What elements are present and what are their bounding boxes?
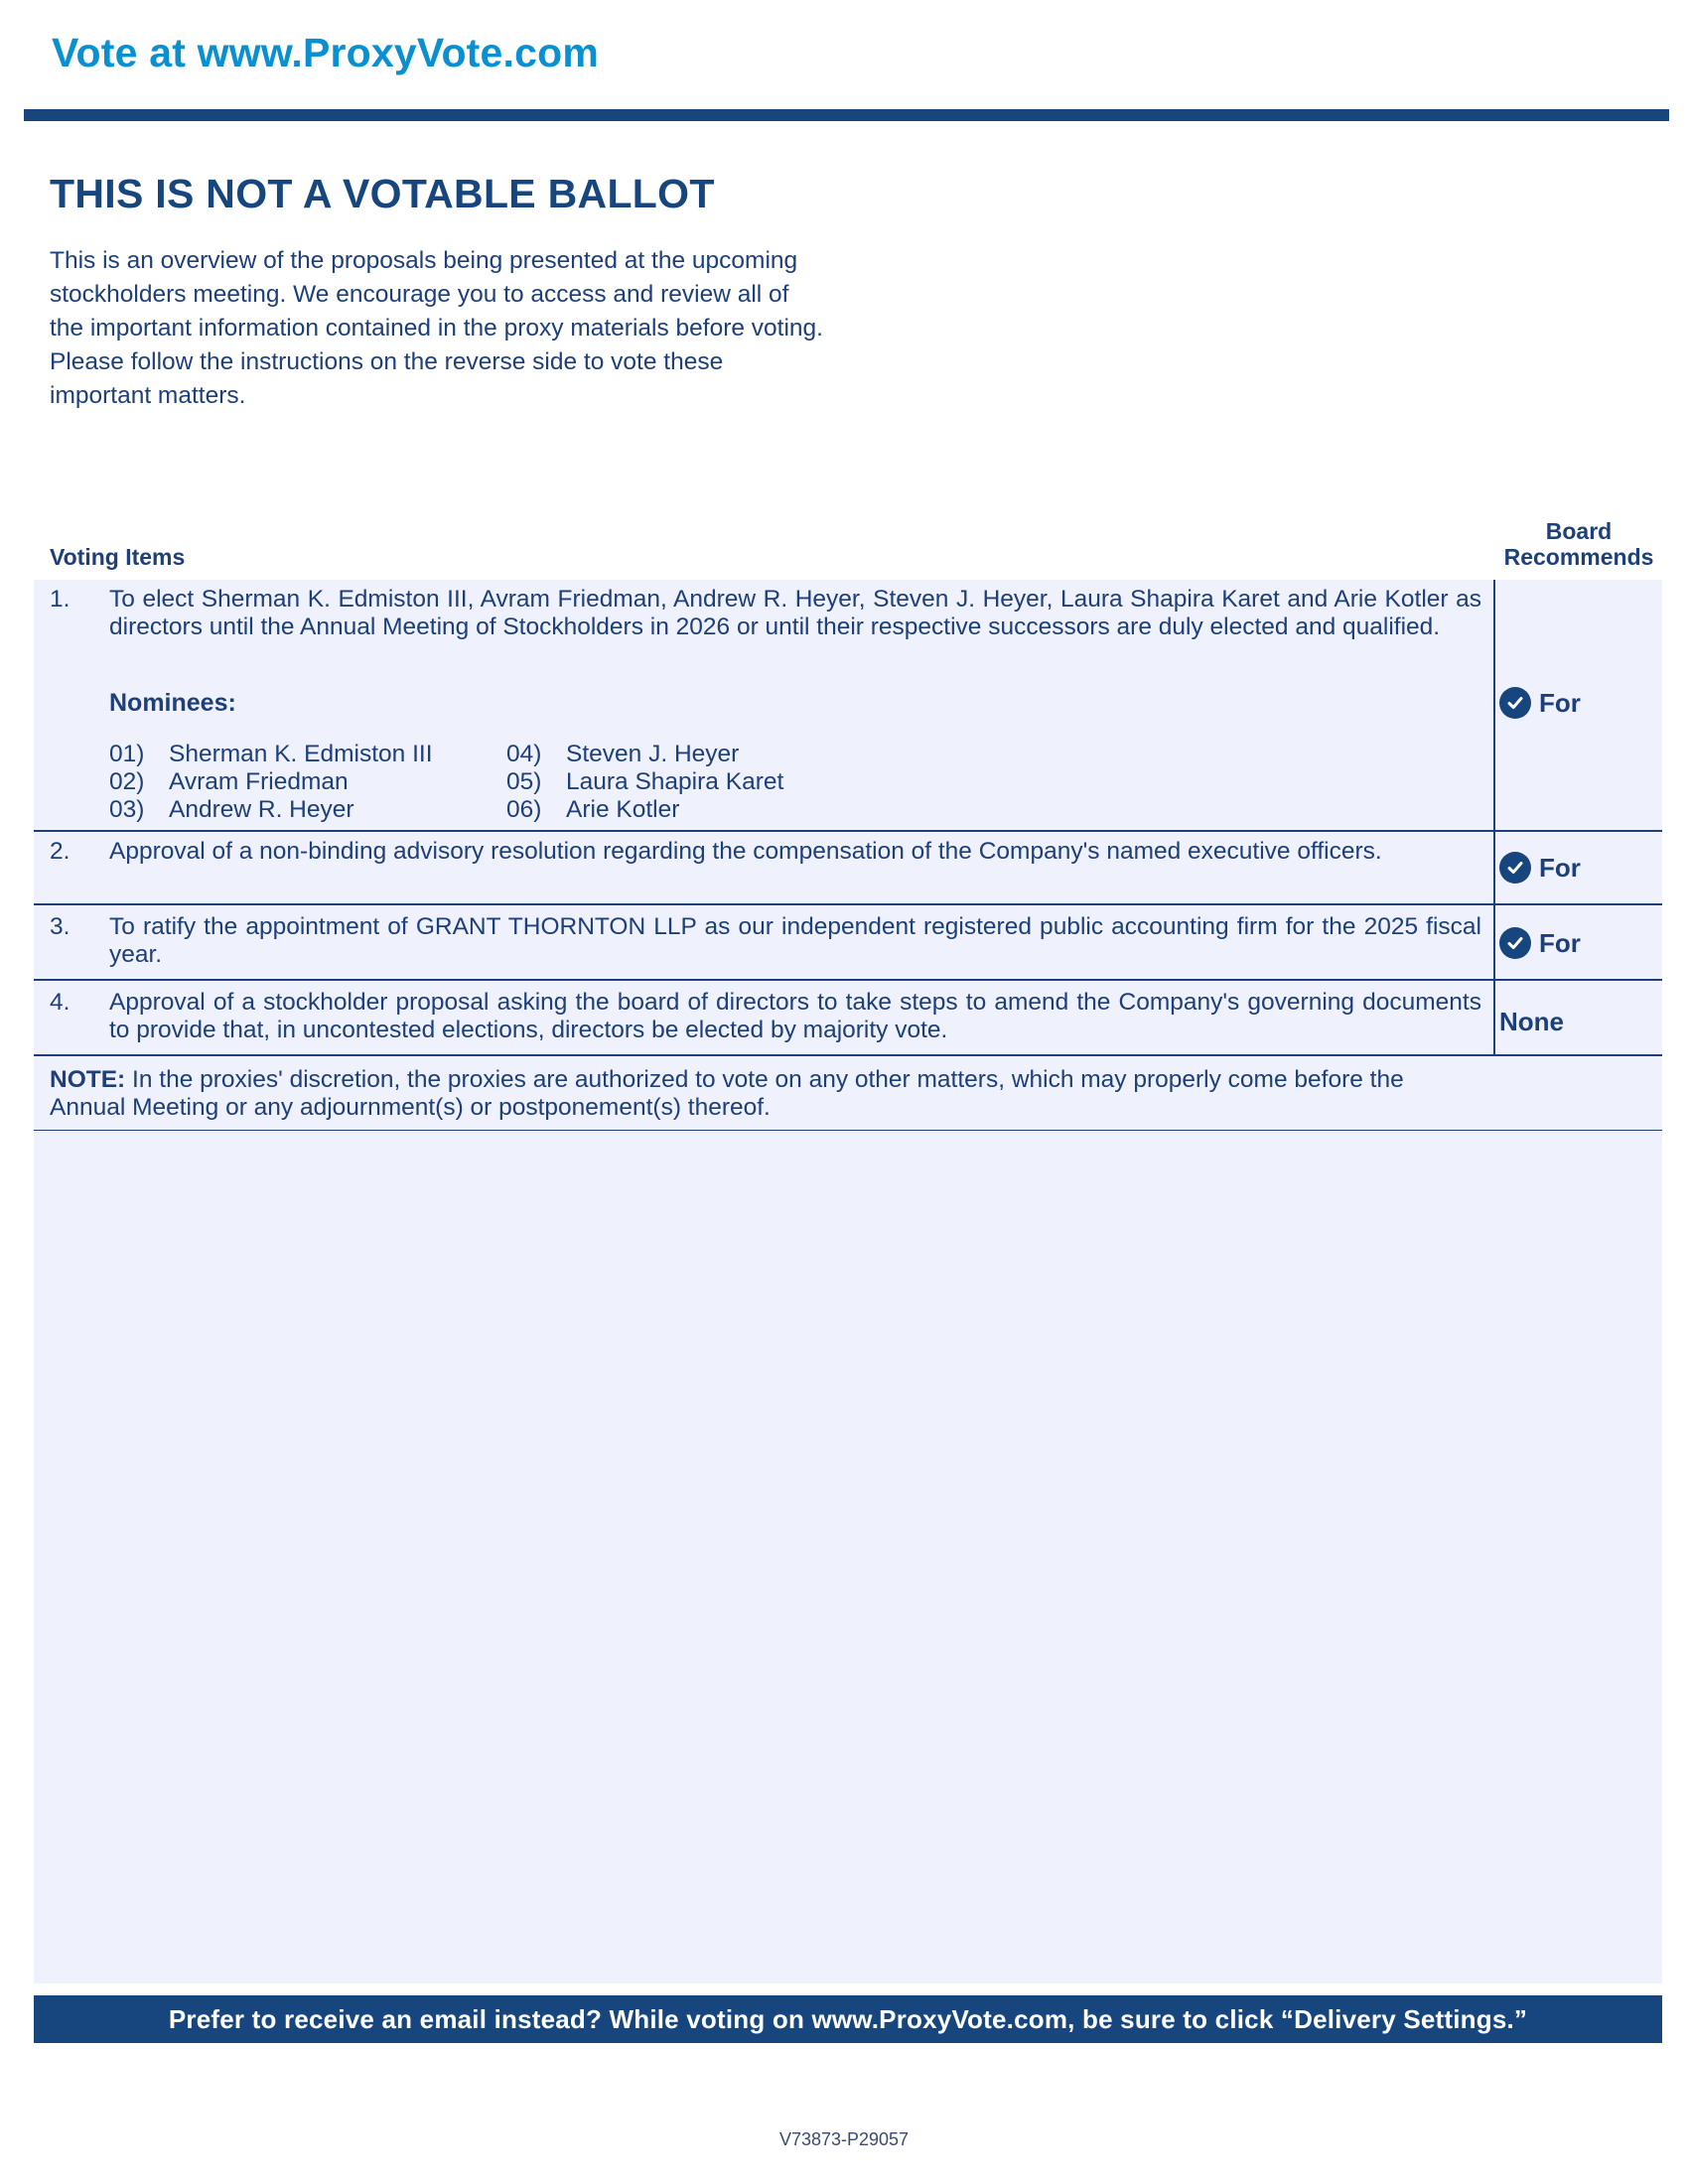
nominee-item: [109, 796, 354, 824]
item-number: 1.: [50, 586, 70, 613]
recommendation-item-2: [1499, 852, 1581, 884]
nominee-name: Arie Kotler: [566, 796, 680, 823]
checkmark-icon: [1499, 927, 1531, 959]
column-header-board-recommends: Board Recommends: [1503, 518, 1654, 570]
header-divider: [24, 109, 1669, 121]
checkmark-icon: [1499, 687, 1531, 719]
note-divider: [34, 1130, 1662, 1131]
email-delivery-banner: Prefer to receive an email instead? While voting on www.ProxyVote.com, be sure to click “Delivery Settings.”: [34, 1995, 1662, 2043]
nominee-item: [506, 796, 679, 824]
recommendation-item-1: [1499, 687, 1581, 719]
nominee-item: [109, 768, 349, 796]
nominee-name: Avram Friedman: [169, 768, 349, 795]
row-divider: [34, 903, 1662, 905]
item-text: To ratify the appointment of GRANT THORNTON LLP as our independent registered public accounting firm for the 2025 fiscal year.: [109, 913, 1481, 968]
recommendation-label: For: [1539, 852, 1581, 883]
nominee-item: [109, 741, 433, 768]
page-title: THIS IS NOT A VOTABLE BALLOT: [50, 171, 715, 216]
nominees-heading: Nominees:: [109, 689, 236, 717]
note-paragraph: [50, 1066, 1481, 1122]
nominee-code: 05): [506, 768, 542, 795]
item-number: 3.: [50, 913, 70, 940]
recommendation-column-divider: [1493, 580, 1495, 1056]
column-header-voting-items: Voting Items: [50, 544, 186, 570]
row-divider: [34, 979, 1662, 981]
item-text: To elect Sherman K. Edmiston III, Avram Friedman, Andrew R. Heyer, Steven J. Heyer, Laura Shapira Karet and Arie Kotler as directors until the Annual Meeting of Stockholders in 2026 or until their respective successors are duly elected and qualified.: [109, 586, 1481, 640]
nominee-code: 04): [506, 741, 542, 767]
note-label: NOTE:: [50, 1066, 126, 1093]
note-text: In the proxies' discretion, the proxies are authorized to vote on any other matters, which may properly come before the Annual Meeting or any adjournment(s) or postponement(s) thereof.: [50, 1066, 1404, 1121]
item-text: Approval of a non-binding advisory resolution regarding the compensation of the Company's named executive officers.: [109, 838, 1382, 865]
row-divider: [34, 1054, 1662, 1056]
recommendation-item-3: [1499, 927, 1581, 959]
nominee-name: Steven J. Heyer: [566, 741, 740, 767]
nominee-name: Andrew R. Heyer: [169, 796, 354, 823]
checkmark-icon: [1499, 852, 1531, 884]
nominee-code: 06): [506, 796, 542, 823]
item-number: 2.: [50, 838, 70, 865]
recommendation-label: For: [1539, 687, 1581, 718]
item-number: 4.: [50, 989, 70, 1016]
intro-paragraph: This is an overview of the proposals being presented at the upcoming stockholders meeting. We encourage you to access and review all of the important information contained in the proxy materials before voting. Please follow the instructions on the reverse side to vote these important matters.: [50, 247, 823, 409]
proxyvote-header-link[interactable]: Vote at www.ProxyVote.com: [52, 30, 600, 75]
recommendation-label: For: [1539, 927, 1581, 958]
document-code: V73873-P29057: [778, 2129, 910, 2149]
nominee-item: [506, 741, 739, 768]
nominee-item: [506, 768, 783, 796]
nominee-code: 03): [109, 796, 145, 823]
item-text: Approval of a stockholder proposal asking the board of directors to take steps to amend the Company's governing documents to provide that, in uncontested elections, directors be elected by majority vote.: [109, 989, 1481, 1043]
recommendation-item-4: [1499, 1007, 1564, 1037]
row-divider: [34, 830, 1662, 832]
nominee-code: 01): [109, 741, 145, 767]
recommendation-label: None: [1499, 1007, 1564, 1036]
nominee-code: 02): [109, 768, 145, 795]
nominee-name: Laura Shapira Karet: [566, 768, 784, 795]
nominee-name: Sherman K. Edmiston III: [169, 741, 433, 767]
